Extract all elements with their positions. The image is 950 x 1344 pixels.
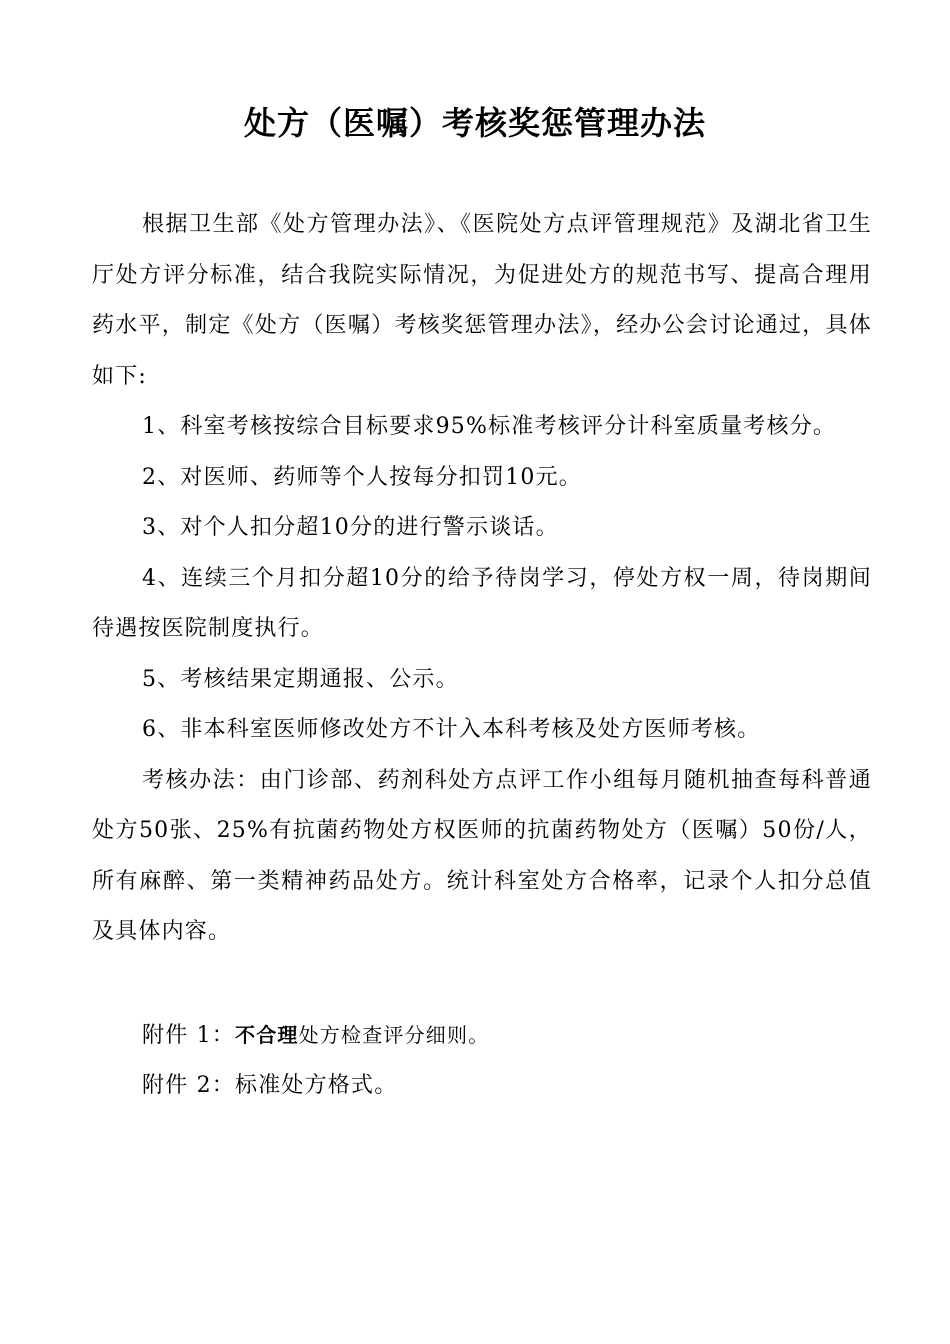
list-item: 6、非本科室医师修改处方不计入本科考核及处方医师考核。 <box>142 717 761 742</box>
document-title: 处方（医嘱）考核奖惩管理办法 <box>243 104 706 142</box>
list-item: 5、考核结果定期通报、公示。 <box>142 666 459 692</box>
attachment-2-text: 标准处方格式。 <box>235 1073 398 1098</box>
list-item: 2、对医师、药师等个人按每分扣罚10元。 <box>142 464 582 490</box>
intro-paragraph: 根据卫生部《处方管理办法》、《医院处方点评管理规范》及湖北省卫生厅处方评分标准，结合我院实际情况，为促进处方的规范书写、提高合理用药水平，制定《处方（医嘱）考核奖惩管理办法》，经办公会讨论通过，具体如下: <box>92 212 872 389</box>
method-paragraph: 考核办法：由门诊部、药剂科处方点评工作小组每月随机抽查每科普通处方50张、25%有抗菌药物处方权医师的抗菌药物处方（医嘱）50份/人，所有麻醉、第一类精神药品处方。统计科室处方合格率，记录个人扣分总值及具体内容。 <box>92 767 872 944</box>
document-body <box>92 200 872 1112</box>
attachment-1-prefix: 附件 1： <box>142 1022 235 1048</box>
attachment-1-bold: 不合理 <box>235 1022 299 1047</box>
list-item: 1、科室考核按综合目标要求95%标准考核评分计科室质量考核分。 <box>142 414 837 439</box>
attachment-2 <box>92 1061 872 1112</box>
attachment-2-prefix: 附件 2： <box>142 1073 235 1098</box>
attachment-1 <box>92 1010 872 1062</box>
section-spacer <box>92 958 872 1010</box>
list-item: 3、对个人扣分超10分的进行警示谈话。 <box>142 515 559 540</box>
list-item: 4、连续三个月扣分超10分的给予待岗学习，停处方权一周，待岗期间待遇按医院制度执行。 <box>92 565 872 641</box>
attachment-1-text: 处方检查评分细则。 <box>298 1022 490 1047</box>
